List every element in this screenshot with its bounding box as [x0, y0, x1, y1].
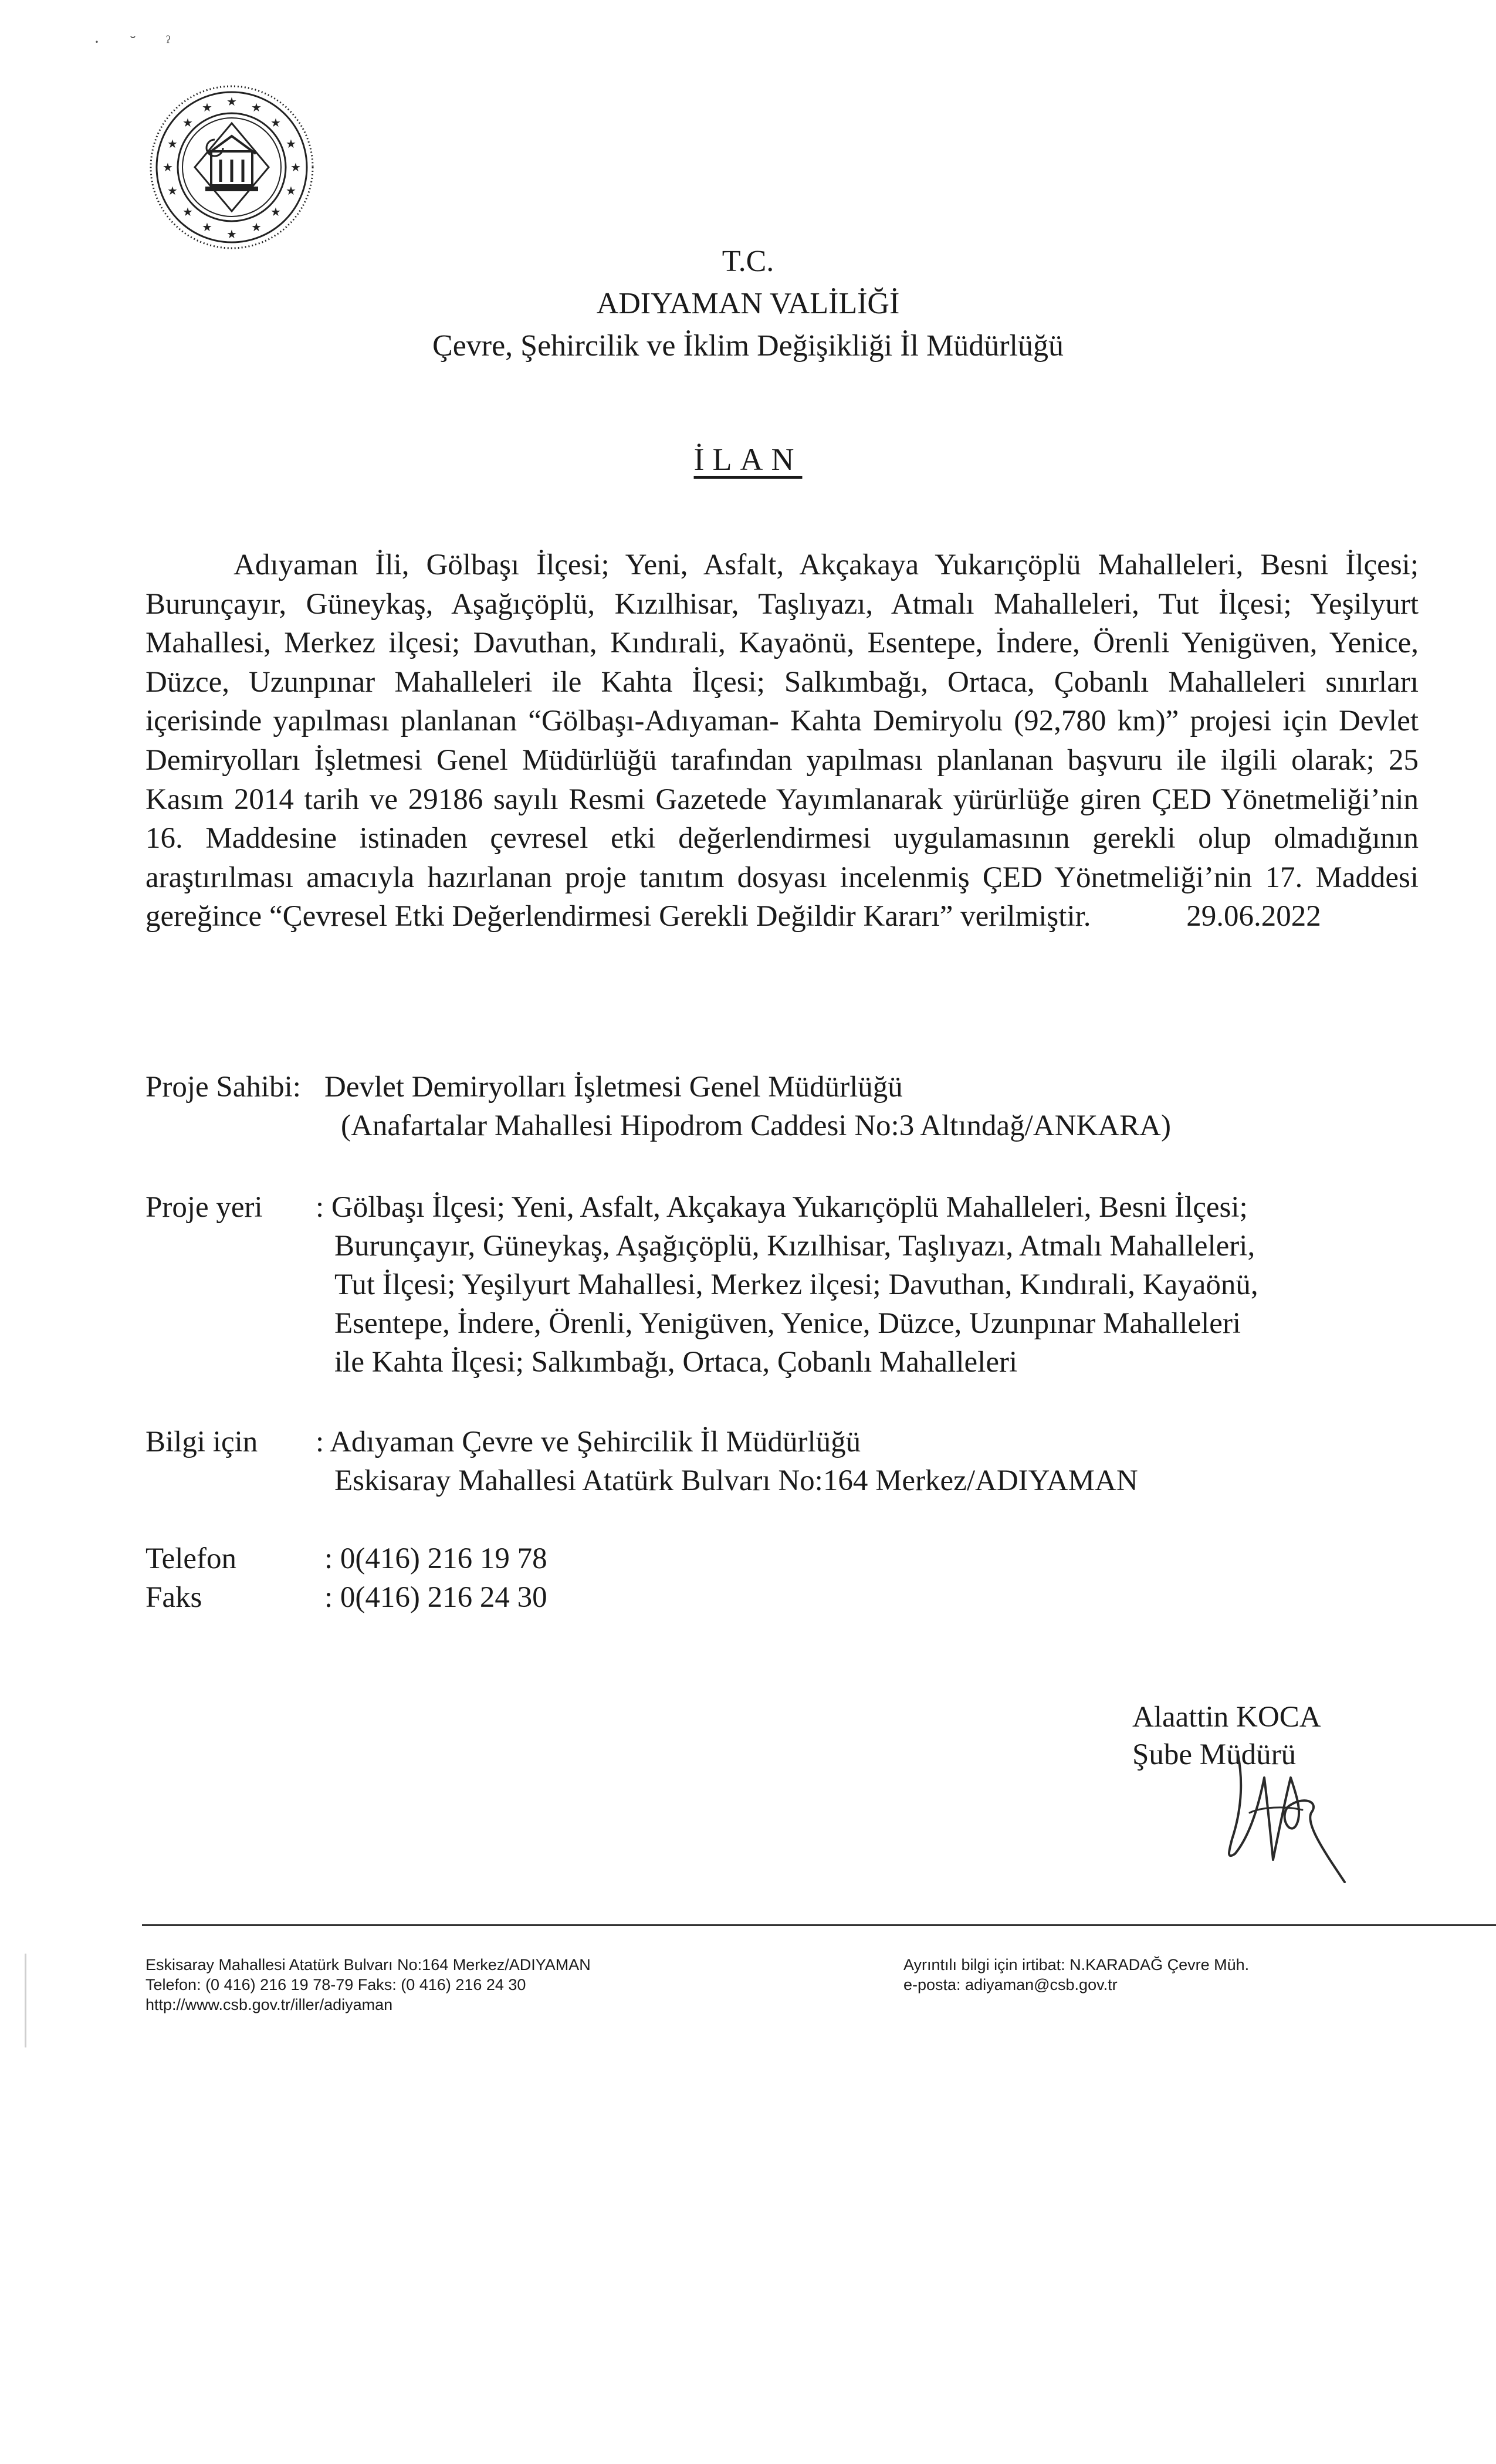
- svg-text:★: ★: [202, 100, 212, 114]
- svg-text:★: ★: [163, 160, 173, 174]
- announcement-body: [145, 546, 1419, 936]
- phone-number: : 0(416) 216 19 78: [324, 1542, 547, 1575]
- project-location-line: Burunçayır, Güneykaş, Aşağıçöplü, Kızılhisar, Taşlıyazı, Atmalı Mahalleleri,: [334, 1230, 1255, 1263]
- svg-text:★: ★: [286, 184, 296, 198]
- header-governorship: ADIYAMAN VALİLİĞİ: [596, 287, 900, 320]
- announcement-body-text: Adıyaman İli, Gölbaşı İlçesi; Yeni, Asfalt, Akçakaya Yukarıçöplü Mahalleleri, Besni İlçesi; Burunçayır, Güneykaş, Aşağıçöplü, Kızılhisar, Taşlıyazı, Atmalı Mahalleleri, Tut İlçesi; Yeşilyurt Mahallesi, Merkez ilçesi; Davuthan, Kındırali, Kayaönü, Esentepe, İndere, Örenli Yenigüven, Yenice, Düzce, Uzunpınar Mahalleleri ile Kahta İlçesi; Salkımbağı, Ortaca, Çobanlı Mahalleleri sınırları içerisinde yapılması planlanan “Gölbaşı-Adıyaman- Kahta Demiryolu (92,780 km)” projesi için Devlet Demiryolları İşletmesi Genel Müdürlüğü tarafından yapılması planlanan başvuru ile ilgili olarak; 25 Kasım 2014 tarih ve 29186 sayılı Resmi Gazetede Yayımlanarak yürürlüğe giren ÇED Yönetmeliği’nin 16. Maddesine istinaden çevresel etki değerlendirmesi uygulamasının gerekli olup olmadığının araştırılması amacıyla hazırlanan proje tanıtım dosyası incelenmiş ÇED Yönetmeliği’nin 17. Maddesi gereğince “Çevresel Etki Değerlendirmesi Gerekli Değildir Kararı” verilmiştir.: [145, 549, 1419, 933]
- footer-email-link[interactable]: e-posta: adiyaman@csb.gov.tr: [903, 1976, 1118, 1993]
- svg-text:★: ★: [286, 137, 296, 151]
- footer-website-link[interactable]: http://www.csb.gov.tr/iller/adiyaman: [145, 1996, 393, 2013]
- project-location-line: : Gölbaşı İlçesi; Yeni, Asfalt, Akçakaya Yukarıçöplü Mahalleleri, Besni İlçesi;: [316, 1191, 1248, 1224]
- handwritten-signature-icon: [1209, 1737, 1349, 1883]
- project-location-line: ile Kahta İlçesi; Salkımbağı, Ortaca, Çobanlı Mahalleleri: [334, 1346, 1018, 1379]
- svg-text:★: ★: [251, 100, 262, 114]
- project-owner-section: [145, 1068, 1171, 1145]
- project-owner-address: (Anafartalar Mahallesi Hipodrom Caddesi No:3 Altındağ/ANKARA): [341, 1109, 1171, 1142]
- svg-text:★: ★: [182, 205, 193, 219]
- header-directorate: Çevre, Şehircilik ve İklim Değişikliği İl Müdürlüğü: [432, 329, 1064, 363]
- project-location-section: [145, 1188, 1454, 1382]
- project-location-label: Proje yeri: [145, 1191, 263, 1224]
- svg-text:★: ★: [290, 160, 301, 174]
- scan-speck-marks: · ˘ ˀ: [94, 32, 184, 52]
- footer-address-line: Eskisaray Mahallesi Atatürk Bulvarı No:164 Merkez/ADIYAMAN: [145, 1956, 591, 1974]
- footer-contact: [903, 1955, 1249, 1995]
- information-office: : Adıyaman Çevre ve Şehircilik İl Müdürlüğü: [316, 1426, 861, 1458]
- svg-text:★: ★: [202, 220, 212, 234]
- svg-text:★: ★: [182, 116, 193, 130]
- svg-text:★: ★: [251, 220, 262, 234]
- announcement-title: İLAN: [693, 442, 803, 477]
- scan-edge-mark: [25, 1954, 26, 2047]
- ministry-seal-icon: [147, 82, 317, 252]
- footer-address: [145, 1955, 591, 2016]
- svg-text:★: ★: [226, 94, 237, 109]
- svg-text:★: ★: [226, 227, 237, 241]
- information-label: Bilgi için: [145, 1426, 258, 1458]
- footer-contact-person: Ayrıntılı bilgi için irtibat: N.KARADAĞ Çevre Müh.: [903, 1956, 1250, 1974]
- phone-label: Telefon: [145, 1542, 237, 1575]
- decision-date: 29.06.2022: [1186, 900, 1321, 933]
- header-state: T.C.: [722, 245, 774, 278]
- svg-text:★: ★: [167, 184, 178, 198]
- information-section: [145, 1423, 1138, 1500]
- svg-text:★: ★: [167, 137, 178, 151]
- signatory-title: Şube Müdürü: [1132, 1738, 1297, 1771]
- footer-divider: [142, 1924, 1496, 1926]
- contact-section: [145, 1539, 547, 1617]
- svg-text:★: ★: [270, 205, 281, 219]
- fax-label: Faks: [145, 1581, 202, 1614]
- footer-phone-line: Telefon: (0 416) 216 19 78-79 Faks: (0 416) 216 24 30: [145, 1976, 526, 1993]
- project-owner-name: Devlet Demiryolları İşletmesi Genel Müdürlüğü: [324, 1071, 903, 1104]
- project-owner-label: Proje Sahibi:: [145, 1071, 301, 1104]
- information-address: Eskisaray Mahallesi Atatürk Bulvarı No:164 Merkez/ADIYAMAN: [334, 1464, 1138, 1497]
- svg-text:★: ★: [270, 116, 281, 130]
- project-location-line: Esentepe, İndere, Örenli, Yenigüven, Yenice, Düzce, Uzunpınar Mahalleleri: [334, 1307, 1241, 1340]
- document-header: [0, 241, 1496, 367]
- project-location-line: Tut İlçesi; Yeşilyurt Mahallesi, Merkez ilçesi; Davuthan, Kındırali, Kayaönü,: [334, 1268, 1258, 1301]
- fax-number: : 0(416) 216 24 30: [324, 1581, 547, 1614]
- signatory-name: Alaattin KOCA: [1132, 1701, 1321, 1734]
